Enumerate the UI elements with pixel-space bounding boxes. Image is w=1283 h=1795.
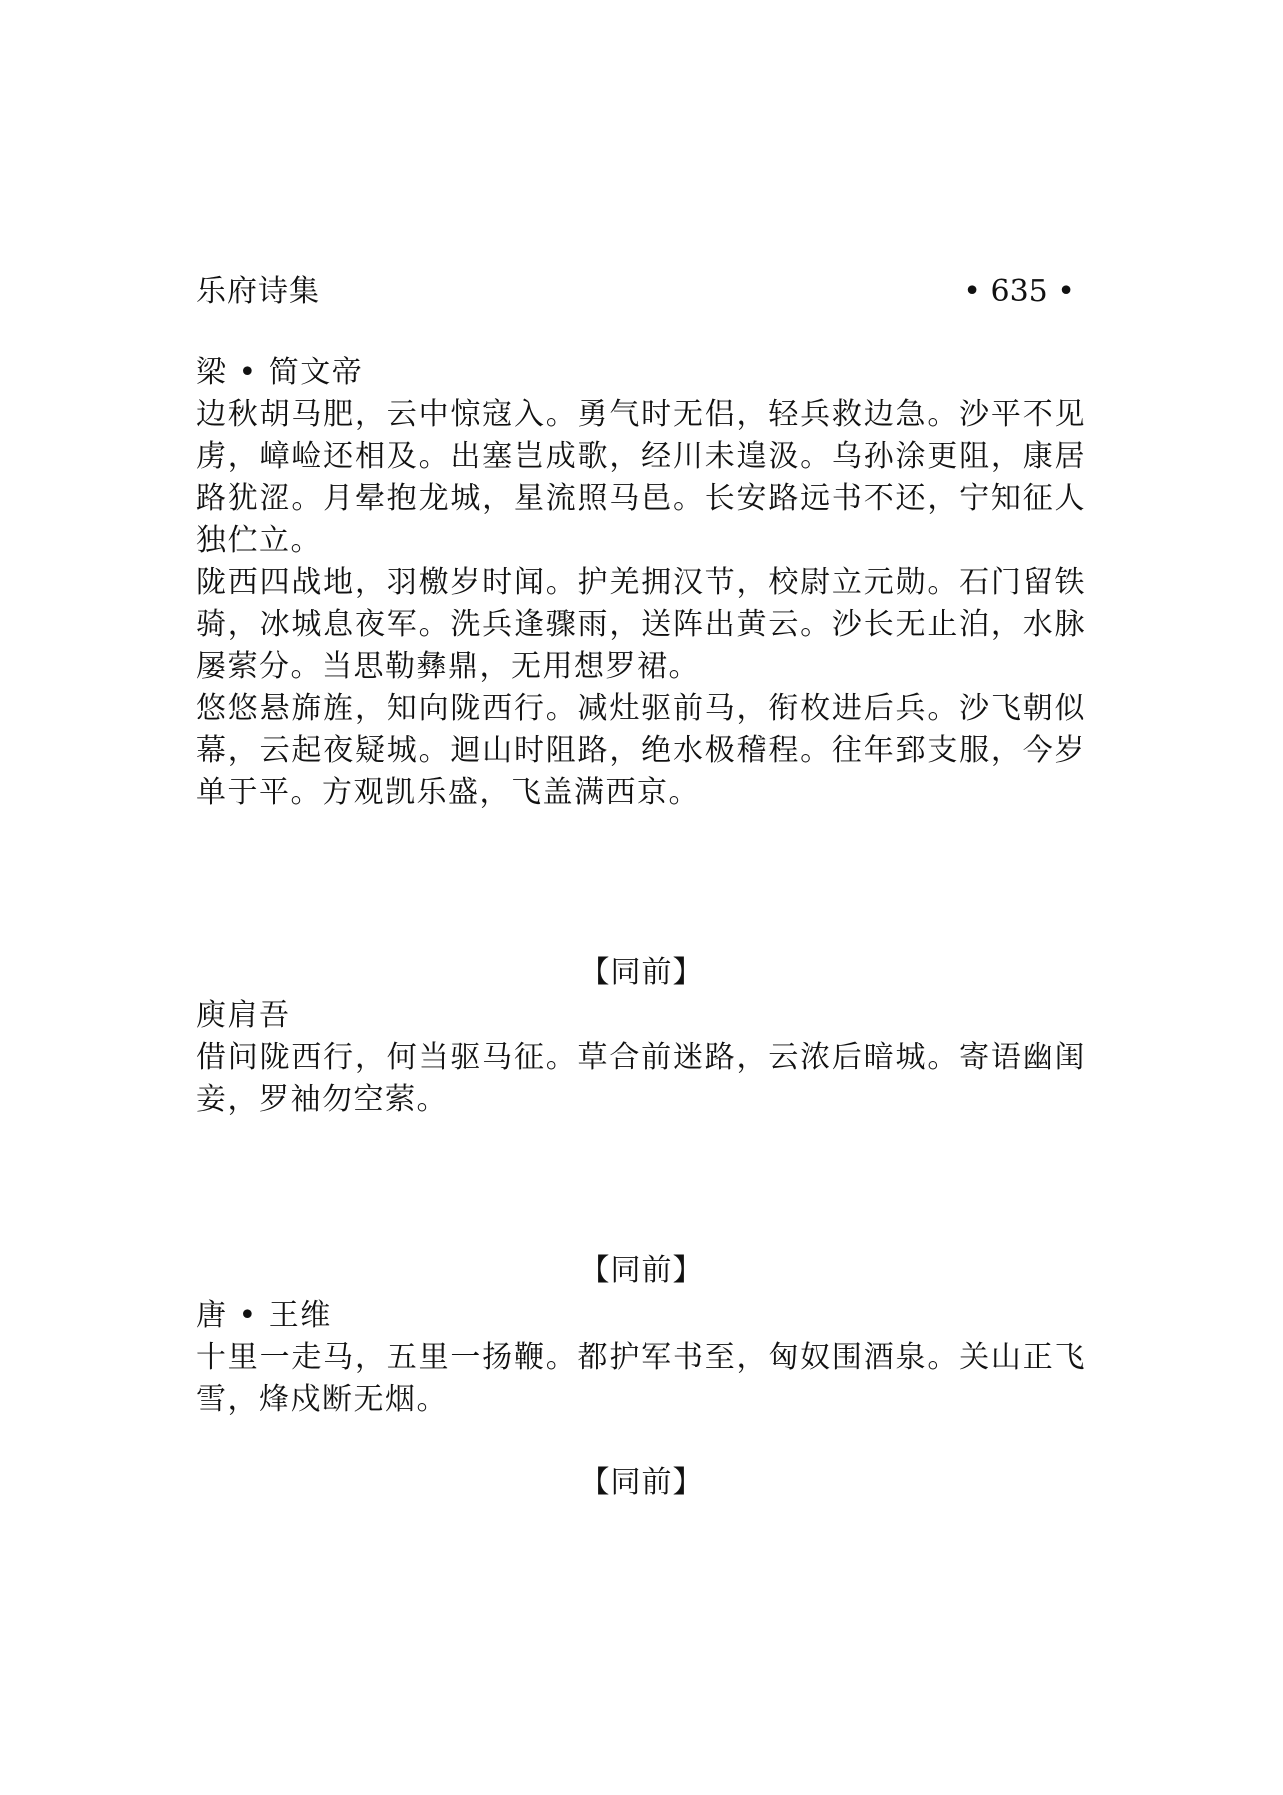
- poem-paragraph: 陇西四战地，羽檄岁时闻。护羌拥汉节，校尉立元勋。石门留铁骑，冰城息夜军。洗兵逢骤雨，送阵出黄云。沙长无止泊，水脉屡萦分。当思勒彝鼎，无用想罗裙。: [196, 565, 1086, 684]
- section-heading: 【同前】: [579, 1253, 704, 1288]
- poem-section-3: [196, 1295, 1086, 1421]
- poem-author: 梁 • 简文帝: [196, 355, 364, 390]
- poem-author: 庾肩吾: [196, 998, 291, 1033]
- section-heading: 【同前】: [579, 1465, 704, 1500]
- poem-paragraph: 边秋胡马肥，云中惊寇入。勇气时无侣，轻兵救边急。沙平不见虏，嶂崄还相及。出塞岂成歌，经川未遑汲。乌孙涂更阻，康居路犹涩。月晕抱龙城，星流照马邑。长安路远书不还，宁知征人独伫立。: [196, 397, 1086, 558]
- page-number: • 635 •: [963, 274, 1075, 309]
- poem-paragraph: 十里一走马，五里一扬鞭。都护军书至，匈奴围酒泉。关山正飞雪，烽戍断无烟。: [196, 1340, 1086, 1417]
- poem-paragraph: 悠悠悬旆旌，知向陇西行。减灶驱前马，衔枚进后兵。沙飞朝似幕，云起夜疑城。迴山时阻路，绝水极稽程。往年郅支服，今岁单于平。方观凯乐盛，飞盖满西京。: [196, 691, 1086, 810]
- poem-section-1: [196, 352, 1086, 814]
- section-heading: 【同前】: [579, 955, 704, 990]
- poem-author: 唐 • 王维: [196, 1298, 332, 1333]
- poem-section-2: [196, 995, 1086, 1121]
- running-header-title: 乐府诗集: [196, 274, 320, 309]
- poem-paragraph: 借问陇西行，何当驱马征。草合前迷路，云浓后暗城。寄语幽闺妾，罗袖勿空萦。: [196, 1040, 1086, 1117]
